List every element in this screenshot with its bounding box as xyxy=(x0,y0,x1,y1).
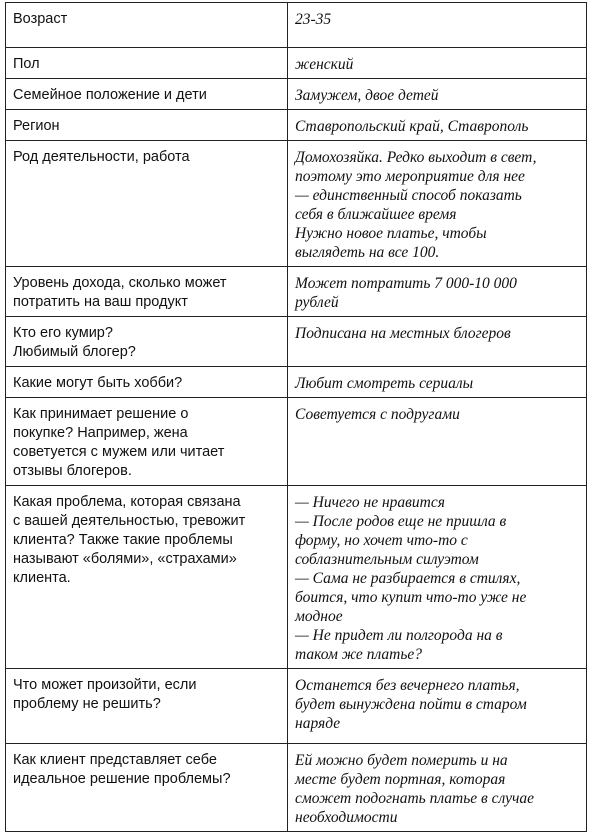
value-line: Нужно новое платье, чтобы xyxy=(295,225,487,242)
label-line: советуется с мужем или читает xyxy=(13,444,225,460)
label-line: Какая проблема, которая связана xyxy=(13,494,241,510)
row-value-cell xyxy=(288,744,587,832)
label-line: Возраст xyxy=(13,11,68,27)
row-label-cell xyxy=(6,110,288,141)
client-profile-table xyxy=(5,2,587,832)
table-row xyxy=(6,110,587,141)
label-line: Какие могут быть хобби? xyxy=(13,375,183,391)
table-row xyxy=(6,744,587,832)
table-row xyxy=(6,317,587,367)
value-line: наряде xyxy=(295,715,341,732)
value-line: рублей xyxy=(295,294,339,311)
row-label-cell xyxy=(6,48,288,79)
label-line: Семейное положение и дети xyxy=(13,87,207,103)
table-row xyxy=(6,141,587,267)
label-line: Регион xyxy=(13,118,60,134)
row-value-cell xyxy=(288,3,587,48)
row-label-cell xyxy=(6,79,288,110)
value-line: — Сама не разбирается в стилях, xyxy=(295,570,521,587)
row-value-cell xyxy=(288,398,587,486)
row-value-cell xyxy=(288,141,587,267)
label-line: клиента? Также такие проблемы xyxy=(13,532,233,548)
value-line: — Ничего не нравится xyxy=(295,494,445,511)
value-line: себя в ближайшее время xyxy=(295,206,457,223)
table-row xyxy=(6,48,587,79)
value-line: Ставропольский край, Ставрополь xyxy=(295,118,529,135)
value-line: Ей можно будет померить и на xyxy=(295,752,508,769)
value-line: — Не придет ли полгорода на в xyxy=(295,627,503,644)
row-value-cell xyxy=(288,317,587,367)
value-line: Замужем, двое детей xyxy=(295,87,439,104)
row-label-cell xyxy=(6,141,288,267)
value-line: модное xyxy=(295,608,343,625)
row-label-cell xyxy=(6,367,288,398)
table-body xyxy=(6,3,587,832)
row-value-cell xyxy=(288,48,587,79)
value-line: будет вынуждена пойти в старом xyxy=(295,696,527,713)
value-line: Может потратить 7 000-10 000 xyxy=(295,275,517,292)
label-line: Что может произойти, если xyxy=(13,677,197,693)
label-line: Кто его кумир? xyxy=(13,325,113,341)
value-line: Подписана на местных блогеров xyxy=(295,325,511,342)
label-line: покупке? Например, жена xyxy=(13,425,188,441)
label-line: Любимый блогер? xyxy=(13,344,136,360)
table-row xyxy=(6,79,587,110)
row-label-cell xyxy=(6,3,288,48)
table-row xyxy=(6,367,587,398)
table-row xyxy=(6,267,587,317)
table-row xyxy=(6,486,587,669)
label-line: Как принимает решение о xyxy=(13,406,189,422)
label-line: идеальное решение проблемы? xyxy=(13,771,231,787)
label-line: Как клиент представляет себе xyxy=(13,752,217,768)
value-line: поэтому это мероприятие для нее xyxy=(295,168,525,185)
value-line: форму, но хочет что-то с xyxy=(295,532,468,549)
label-line: называют «болями», «страхами» xyxy=(13,551,237,567)
value-line: выглядеть на все 100. xyxy=(295,244,440,261)
row-label-cell xyxy=(6,267,288,317)
row-label-cell xyxy=(6,744,288,832)
value-line: необходимости xyxy=(295,809,398,826)
row-value-cell xyxy=(288,669,587,744)
row-value-cell xyxy=(288,267,587,317)
row-value-cell xyxy=(288,79,587,110)
value-line: месте будет портная, которая xyxy=(295,771,506,788)
row-label-cell xyxy=(6,669,288,744)
table-row xyxy=(6,669,587,744)
label-line: отзывы блогеров. xyxy=(13,463,132,479)
row-label-cell xyxy=(6,317,288,367)
row-label-cell xyxy=(6,398,288,486)
value-line: сможет подогнать платье в случае xyxy=(295,790,534,807)
row-value-cell xyxy=(288,367,587,398)
value-line: Останется без вечернего платья, xyxy=(295,677,520,694)
row-label-cell xyxy=(6,486,288,669)
row-value-cell xyxy=(288,486,587,669)
value-line: таком же платье? xyxy=(295,646,423,663)
value-line: женский xyxy=(295,56,354,73)
label-line: проблему не решить? xyxy=(13,696,161,712)
value-line: соблазнительным силуэтом xyxy=(295,551,479,568)
table-row xyxy=(6,3,587,48)
label-line: с вашей деятельностью, тревожит xyxy=(13,513,246,529)
value-line: Любит смотреть сериалы xyxy=(295,375,474,392)
value-line: 23-35 xyxy=(295,11,332,28)
label-line: потратить на ваш продукт xyxy=(13,294,188,310)
label-line: Род деятельности, работа xyxy=(13,149,190,165)
value-line: — После родов еще не пришла в xyxy=(295,513,507,530)
label-line: Уровень дохода, сколько может xyxy=(13,275,227,291)
table-row xyxy=(6,398,587,486)
value-line: Домохозяйка. Редко выходит в свет, xyxy=(295,149,537,166)
value-line: боится, что купит что-то уже не xyxy=(295,589,527,606)
row-value-cell xyxy=(288,110,587,141)
value-line: — единственный способ показать xyxy=(295,187,522,204)
label-line: Пол xyxy=(13,56,40,72)
label-line: клиента. xyxy=(13,570,71,586)
value-line: Советуется с подругами xyxy=(295,406,460,423)
